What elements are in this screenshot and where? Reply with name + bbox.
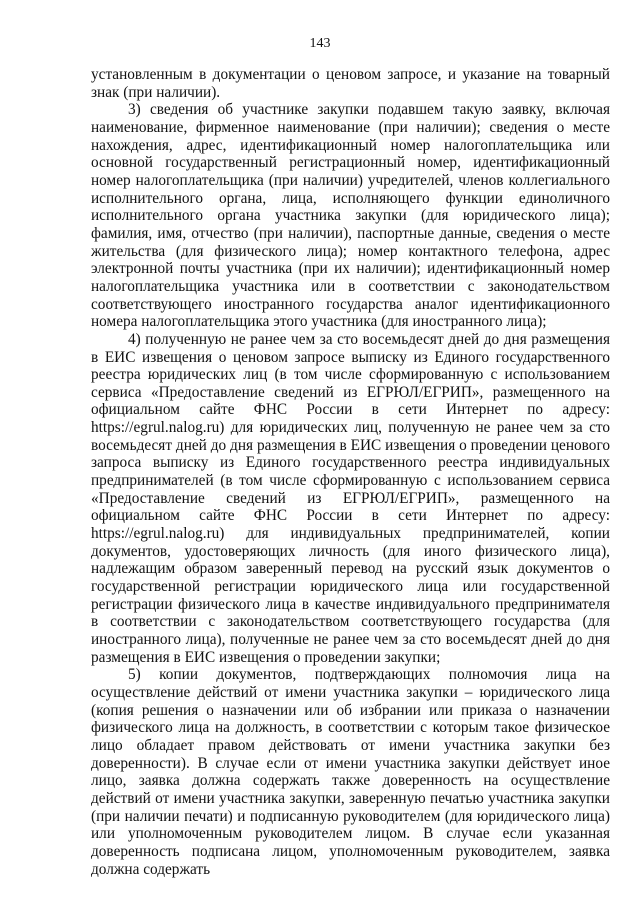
page-number: 143 <box>309 36 331 51</box>
paragraph-continuation: установленным в документации о ценовом запросе, и указание на товарный знак (при наличии). <box>91 66 610 101</box>
document-body <box>91 66 610 878</box>
paragraph-item-3: 3) сведения об участнике закупки подавшем такую заявку, включая наименование, фирменное наименование (при наличии); сведения о месте нахождения, адрес, идентификационный номер налогоплательщика или основной государственный регистрационный номер, идентификационный номер налогоплательщика (при наличии) учредителей, членов коллегиального исполнительного органа, лица, исполняющего функции единоличного исполнительного органа участника закупки (для юридического лица); фамилия, имя, отчество (при наличии), паспортные данные, сведения о месте жительства (для физического лица); номер контактного телефона, адрес электронной почты участника (при их наличии); идентификационный номер налогоплательщика участника или в соответствии с законодательством соответствующего иностранного государства аналог идентификационного номера налогоплательщика этого участника (для иностранного лица); <box>91 101 610 331</box>
paragraph-item-5: 5) копии документов, подтверждающих полномочия лица на осуществление действий от имени участника закупки – юридического лица (копия решения о назначении или об избрании или приказа о назначении физического лица на должность, в соответствии с которым такое физическое лицо обладает правом действовать от имени участника закупки без доверенности). В случае если от имени участника закупки действует иное лицо, заявка должна содержать также доверенность на осуществление действий от имени участника закупки, заверенную печатью участника закупки (при наличии печати) и подписанную руководителем (для юридического лица) или уполномоченным руководителем лицом. В случае если указанная доверенность подписана лицом, уполномоченным руководителем, заявка должна содержать <box>91 666 610 878</box>
paragraph-item-4: 4) полученную не ранее чем за сто восемьдесят дней до дня размещения в ЕИС извещения о ценовом запросе выписку из Единого государственного реестра юридических лиц (в том числе сформированную с использованием сервиса «Предоставление сведений из ЕГРЮЛ/ЕГРИП», размещенного на официальном сайте ФНС России в сети Интернет по адресу: https://egrul.nalog.ru) для юридических лиц, полученную не ранее чем за сто восемьдесят дней до дня размещения в ЕИС извещения о проведении ценового запроса выписку из Единого государственного реестра индивидуальных предпринимателей (в том числе сформированную с использованием сервиса «Предоставление сведений из ЕГРЮЛ/ЕГРИП», размещенного на официальном сайте ФНС России в сети Интернет по адресу: https://egrul.nalog.ru) для индивидуальных предпринимателей, копии документов, удостоверяющих личность (для иного физического лица), надлежащим образом заверенный перевод на русский язык документов о государственной регистрации юридического лица или государственной регистрации физического лица в качестве индивидуального предпринимателя в соответствии с законодательством соответствующего государства (для иностранного лица), полученные не ранее чем за сто восемьдесят дней до дня размещения в ЕИС извещения о проведении закупки; <box>91 330 610 666</box>
